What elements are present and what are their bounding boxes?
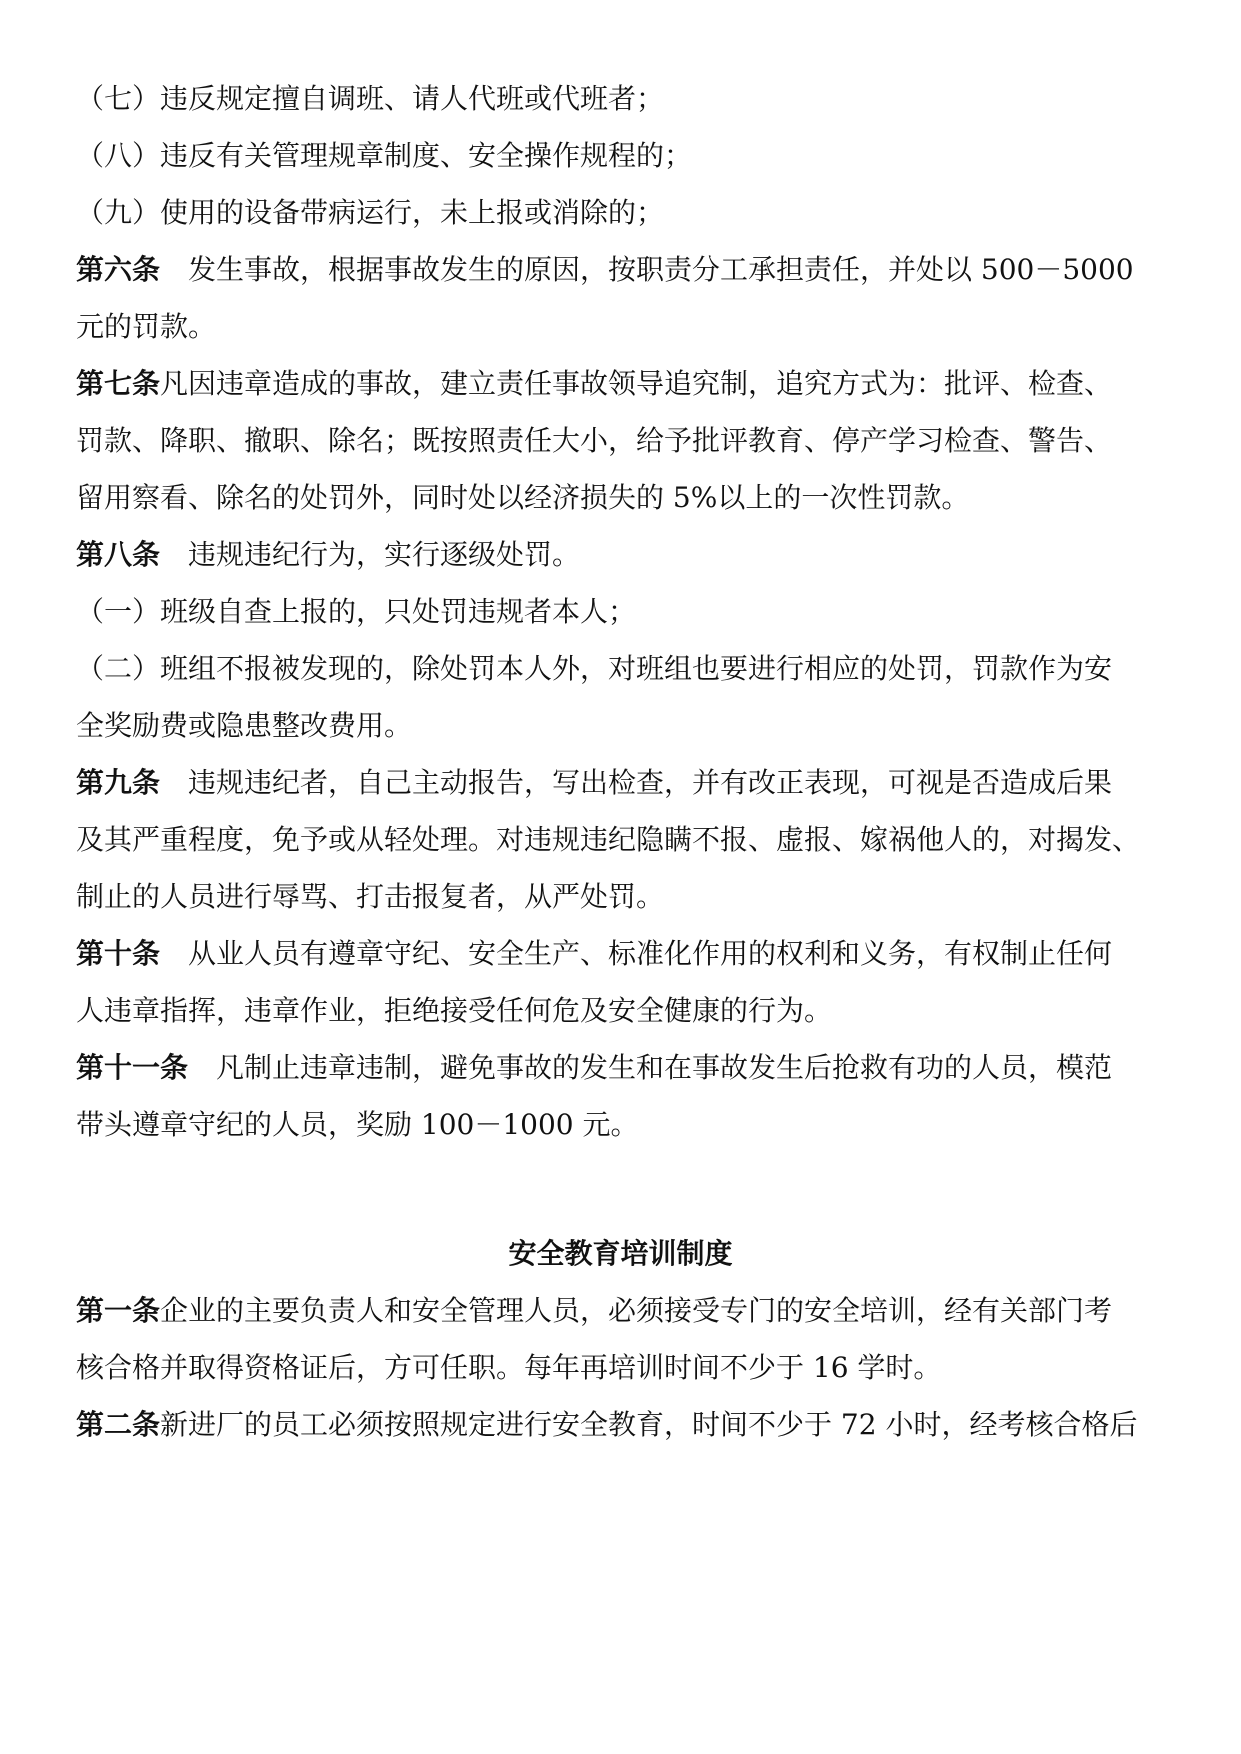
text-line	[76, 706, 412, 746]
text-line	[76, 307, 216, 347]
line-text: 制止的人员进行辱骂、打击报复者，从严处罚。	[76, 880, 665, 913]
article-label: 第八条	[76, 538, 161, 571]
text-line	[76, 535, 580, 575]
article-label: 第十一条	[76, 1051, 189, 1084]
article-label: 第六条	[76, 253, 161, 286]
section-title: 安全教育培训制度	[508, 1237, 733, 1270]
text-line	[76, 1048, 1112, 1088]
line-text: 及其严重程度，免予或从轻处理。对违规违纪隐瞒不报、虚报、嫁祸他人的，对揭发、	[76, 823, 1141, 856]
text-line	[76, 1105, 639, 1145]
text-line	[76, 820, 1140, 860]
text-line	[76, 478, 969, 518]
text-line	[76, 763, 1112, 803]
article-label: 第一条	[76, 1294, 161, 1327]
text-line	[76, 649, 1112, 689]
text-line	[76, 79, 664, 119]
line-text: 元的罚款。	[76, 310, 217, 343]
text-line	[76, 193, 664, 233]
line-text: 凡制止违章违制，避免事故的发生和在事故发生后抢救有功的人员，模范	[188, 1051, 1113, 1084]
line-text: 违规违纪行为，实行逐级处罚。	[160, 538, 581, 571]
line-text: 企业的主要负责人和安全管理人员，必须接受专门的安全培训，经有关部门考	[160, 1294, 1113, 1327]
text-line	[76, 991, 832, 1031]
line-text: （七）违反规定擅自调班、请人代班或代班者；	[76, 82, 665, 115]
article-label: 第十条	[76, 937, 161, 970]
line-text: 新进厂的员工必须按照规定进行安全教育，时间不少于 72 小时，经考核合格后	[160, 1408, 1138, 1441]
line-text: 发生事故，根据事故发生的原因，按职责分工承担责任，并处以 500－5000	[160, 253, 1134, 286]
article-label: 第九条	[76, 766, 161, 799]
text-line	[76, 136, 692, 176]
article-label: 第七条	[76, 367, 161, 400]
text-line	[76, 421, 1112, 461]
text-line	[76, 1291, 1112, 1331]
line-text: 全奖励费或隐患整改费用。	[76, 709, 413, 742]
line-text: （八）违反有关管理规章制度、安全操作规程的；	[76, 139, 693, 172]
text-line	[76, 250, 1134, 290]
article-label: 第二条	[76, 1408, 161, 1441]
text-line	[76, 934, 1112, 974]
line-text: （二）班组不报被发现的，除处罚本人外，对班组也要进行相应的处罚，罚款作为安	[76, 652, 1113, 685]
line-text: 罚款、降职、撤职、除名；既按照责任大小，给予批评教育、停产学习检查、警告、	[76, 424, 1113, 457]
line-text: 从业人员有遵章守纪、安全生产、标准化作用的权利和义务，有权制止任何	[160, 937, 1113, 970]
line-text: 留用察看、除名的处罚外，同时处以经济损失的 5%以上的一次性罚款。	[76, 481, 970, 514]
line-text: 核合格并取得资格证后，方可任职。每年再培训时间不少于 16 学时。	[76, 1351, 942, 1384]
text-line	[76, 1405, 1137, 1445]
line-text: 违规违纪者，自己主动报告，写出检查，并有改正表现，可视是否造成后果	[160, 766, 1113, 799]
text-line	[76, 364, 1112, 404]
line-text: （一）班级自查上报的，只处罚违规者本人；	[76, 595, 637, 628]
text-line	[76, 1348, 941, 1388]
text-line	[76, 877, 664, 917]
line-text: （九）使用的设备带病运行，未上报或消除的；	[76, 196, 665, 229]
text-line	[76, 592, 636, 632]
line-text: 凡因违章造成的事故，建立责任事故领导追究制，追究方式为：批评、检查、	[160, 367, 1113, 400]
line-text: 带头遵章守纪的人员，奖励 100－1000 元。	[76, 1108, 639, 1141]
line-text: 人违章指挥，违章作业，拒绝接受任何危及安全健康的行为。	[76, 994, 833, 1027]
